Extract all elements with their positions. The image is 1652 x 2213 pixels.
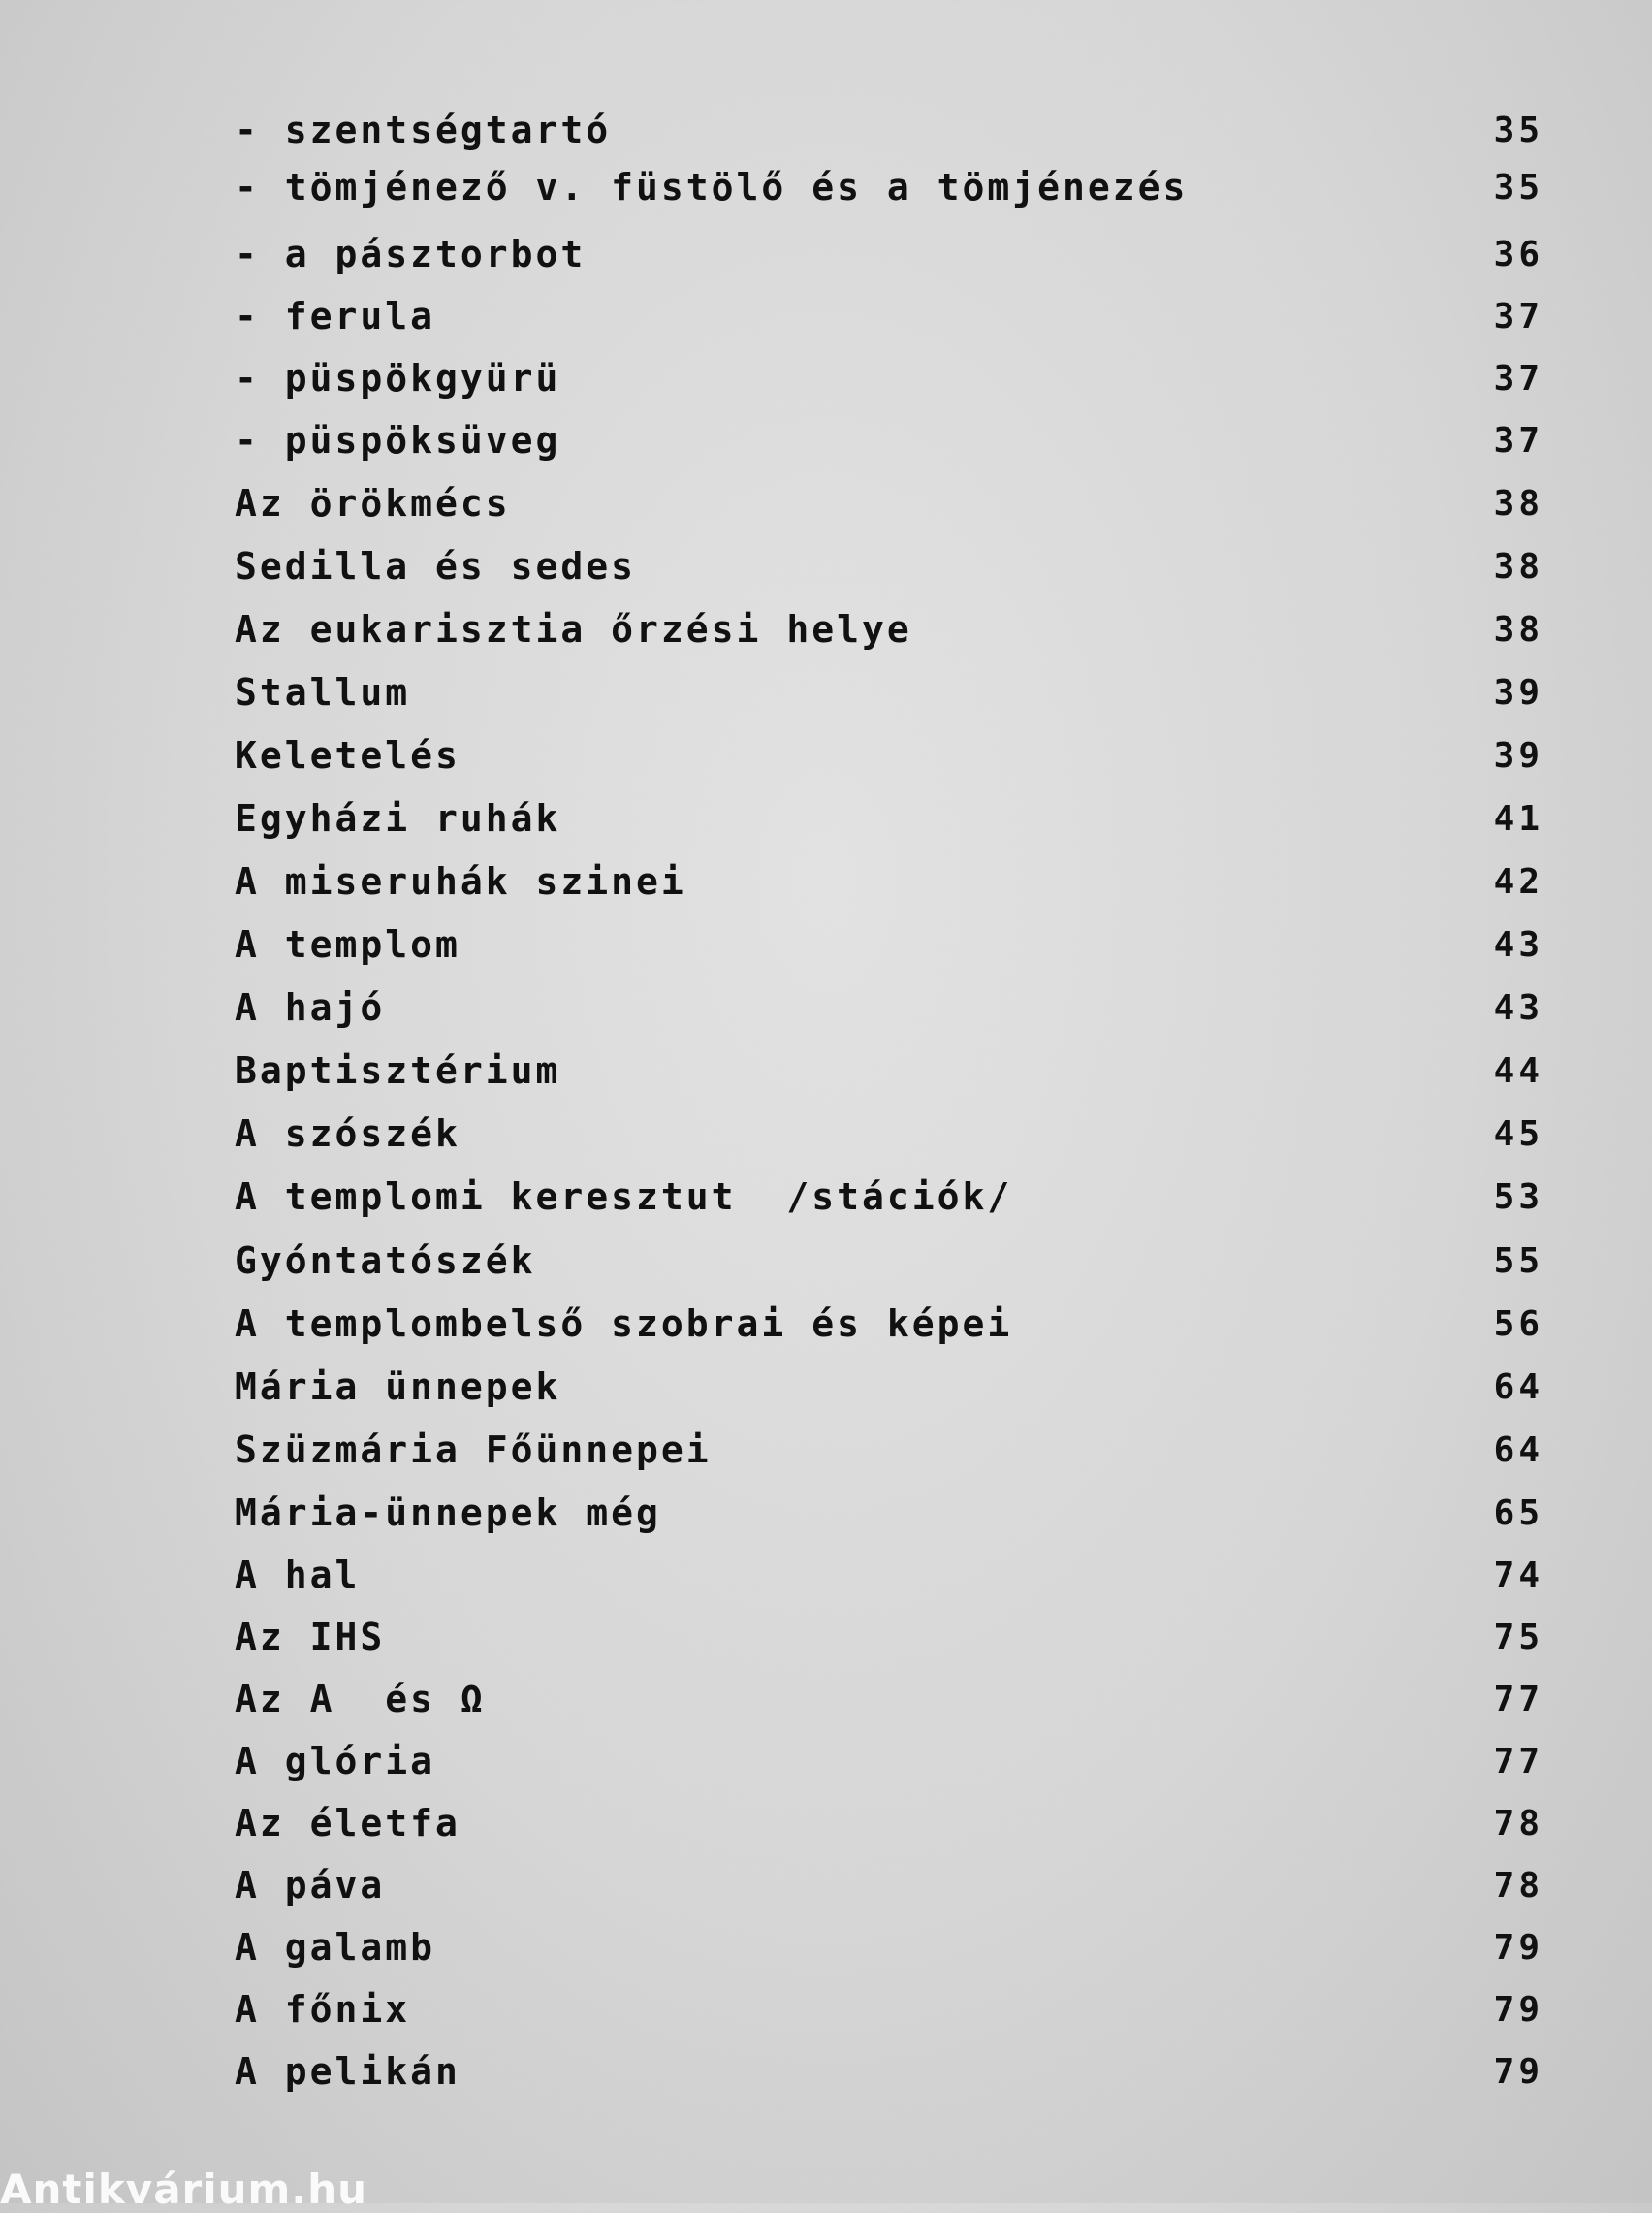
toc-entry-title: Keletelés <box>235 734 461 777</box>
toc-entry-title: A templom <box>235 923 461 966</box>
toc-entry-title: Mária-ünnepek még <box>235 1491 661 1534</box>
toc-entry-title: Egyházi ruhák <box>235 797 561 840</box>
toc-page-number: 55 <box>1493 1240 1543 1281</box>
toc-row <box>235 539 1543 593</box>
toc-row <box>235 980 1543 1035</box>
toc-entry-title: - ferula <box>235 295 436 337</box>
toc-row <box>235 854 1543 909</box>
toc-page-number: 43 <box>1493 924 1543 965</box>
toc-page-number: 74 <box>1493 1555 1543 1595</box>
toc-entry-title: - a pásztorbot <box>235 233 587 275</box>
toc-row <box>235 602 1543 657</box>
toc-entry-title: A galamb <box>235 1926 436 1969</box>
toc-page-number: 53 <box>1493 1176 1543 1217</box>
toc-page-number: 36 <box>1493 234 1543 274</box>
toc-row <box>235 1858 1543 1912</box>
toc-entry-title: A páva <box>235 1864 386 1907</box>
toc-row <box>235 1423 1543 1477</box>
toc-row <box>235 476 1543 530</box>
toc-page-number: 38 <box>1493 609 1543 650</box>
toc-page-number: 79 <box>1493 2051 1543 2092</box>
toc-row <box>235 160 1543 214</box>
toc-row <box>235 1672 1543 1726</box>
toc-entry-title: A pelikán <box>235 2050 461 2093</box>
toc-row <box>235 1043 1543 1098</box>
toc-entry-title: Szüzmária Főünnepei <box>235 1428 712 1471</box>
toc-page-number: 42 <box>1493 861 1543 902</box>
toc-row <box>235 791 1543 846</box>
toc-page-number: 43 <box>1493 987 1543 1028</box>
toc-page-number: 65 <box>1493 1492 1543 1533</box>
toc-page-number: 45 <box>1493 1113 1543 1154</box>
toc-page-number: 78 <box>1493 1865 1543 1906</box>
toc-entry-title: - szentségtartó <box>235 109 612 151</box>
toc-entry-title: Az eukarisztia őrzési helye <box>235 608 912 651</box>
toc-row <box>235 289 1543 343</box>
toc-row <box>235 1234 1543 1288</box>
toc-page-number: 44 <box>1493 1050 1543 1091</box>
toc-page-number: 38 <box>1493 483 1543 524</box>
toc-entry-title: - tömjénező v. füstölő és a tömjénezés <box>235 166 1189 208</box>
toc-entry-title: A templombelső szobrai és képei <box>235 1302 1013 1345</box>
toc-row <box>235 1106 1543 1161</box>
toc-row <box>235 227 1543 281</box>
toc-row <box>235 1920 1543 1974</box>
toc-entry-title: Gyóntatószék <box>235 1239 536 1282</box>
toc-page-number: 56 <box>1493 1303 1543 1344</box>
toc-row <box>235 728 1543 783</box>
toc-entry-title: Az örökmécs <box>235 482 511 525</box>
watermark: Antikvárium.hu <box>0 2165 368 2213</box>
toc-row <box>235 1360 1543 1414</box>
toc-entry-title: - püspökgyürü <box>235 357 561 400</box>
toc-row <box>235 1734 1543 1788</box>
toc-entry-title: Baptisztérium <box>235 1049 561 1092</box>
toc-row <box>235 665 1543 720</box>
toc-entry-title: A főnix <box>235 1988 411 2031</box>
toc-entry-title: A hajó <box>235 986 386 1029</box>
toc-entry-title: Az életfa <box>235 1802 461 1844</box>
toc-page-number: 38 <box>1493 546 1543 587</box>
toc-page-number: 37 <box>1493 296 1543 337</box>
toc-entry-title: Az A és Ω <box>235 1678 486 1720</box>
toc-entry-title: Sedilla és sedes <box>235 545 637 588</box>
toc-page-number: 77 <box>1493 1741 1543 1781</box>
toc-row <box>235 1796 1543 1850</box>
toc-page-number: 35 <box>1493 110 1543 150</box>
toc-row <box>235 103 1543 157</box>
toc-entry-title: A miseruhák szinei <box>235 860 686 903</box>
toc-entry-title: A szószék <box>235 1112 461 1155</box>
toc-entry-title: A hal <box>235 1554 361 1596</box>
toc-entry-title: A glória <box>235 1740 436 1782</box>
toc-row <box>235 1548 1543 1602</box>
toc-page-number: 64 <box>1493 1429 1543 1470</box>
toc-entry-title: - püspöksüveg <box>235 419 561 462</box>
toc-entry-title: Mária ünnepek <box>235 1365 561 1408</box>
toc-row <box>235 351 1543 405</box>
toc-page-number: 39 <box>1493 672 1543 713</box>
toc-entry-title: Az IHS <box>235 1616 386 1658</box>
toc-page-number: 75 <box>1493 1617 1543 1657</box>
toc-page-number: 39 <box>1493 735 1543 776</box>
toc-row <box>235 1170 1543 1224</box>
toc-row <box>235 413 1543 467</box>
toc-row <box>235 1297 1543 1351</box>
toc-row <box>235 1982 1543 2037</box>
toc-page-number: 37 <box>1493 420 1543 461</box>
toc-page-number: 64 <box>1493 1366 1543 1407</box>
toc-row <box>235 2044 1543 2099</box>
toc-page-number: 37 <box>1493 358 1543 399</box>
toc-entry-title: A templomi keresztut /stációk/ <box>235 1175 1013 1218</box>
toc-row <box>235 1610 1543 1664</box>
toc-page-number: 79 <box>1493 1927 1543 1968</box>
toc-page-number: 78 <box>1493 1803 1543 1844</box>
toc-row <box>235 917 1543 972</box>
toc-page-number: 41 <box>1493 798 1543 839</box>
toc-row <box>235 1486 1543 1540</box>
toc-entry-title: Stallum <box>235 671 411 714</box>
toc-page-number: 79 <box>1493 1989 1543 2030</box>
toc-page-number: 77 <box>1493 1679 1543 1719</box>
toc-page-number: 35 <box>1493 167 1543 208</box>
